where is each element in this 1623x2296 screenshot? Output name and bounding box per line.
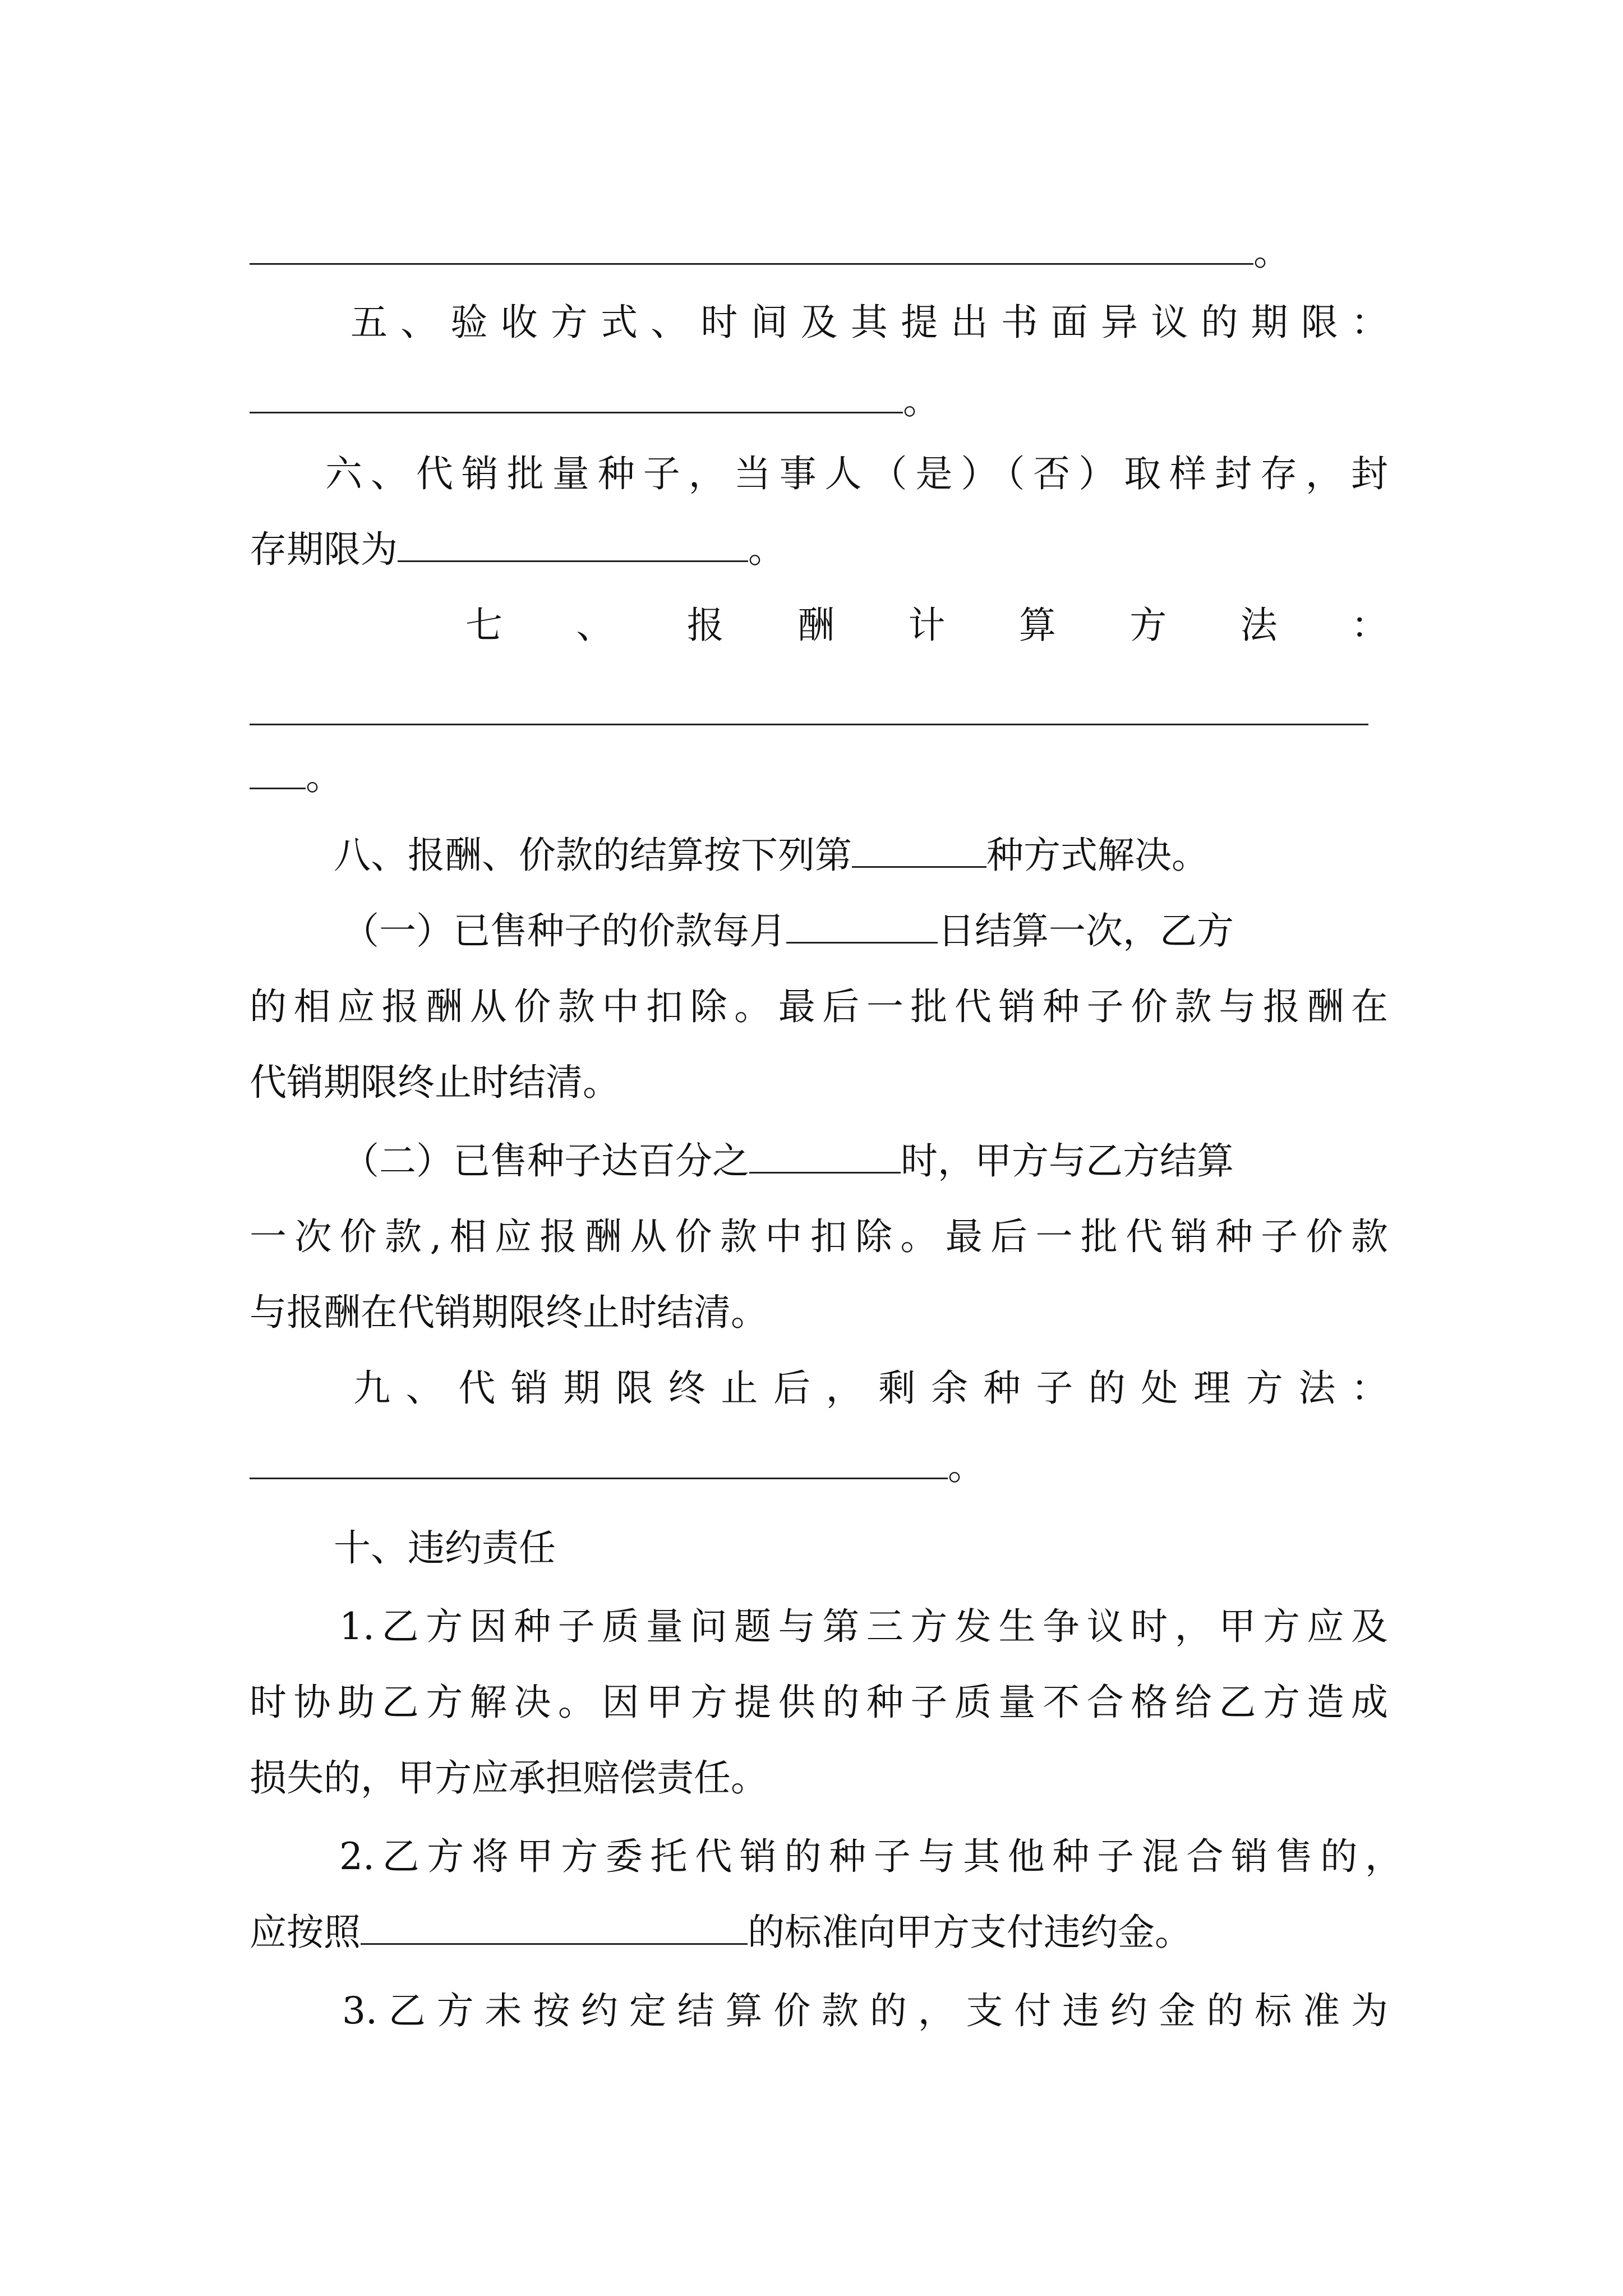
section-8-item-1-line-2: 的相应报酬从价款中扣除。最后一批代销种子价款与报酬在 (250, 985, 1388, 1028)
item-2-prefix: （二）已售种子达百分之 (342, 1139, 749, 1182)
fill-blank (250, 377, 903, 413)
fill-blank (786, 907, 938, 944)
section-7-blank-line (250, 724, 1368, 725)
section-7-heading: 七、报酬计算方法： (465, 604, 1388, 647)
full-stop: 。 (306, 755, 343, 798)
full-stop: 。 (1253, 231, 1290, 274)
section-10-title: 十、违约责任 (334, 1526, 556, 1570)
fill-blank (749, 1137, 901, 1174)
fill-blank (250, 228, 1253, 265)
full-stop: 。 (748, 528, 785, 571)
section-8-prefix: 八、报酬、价款的结算按下列第 (334, 834, 852, 877)
clause-1-line-1: 1.乙方因种子质量问题与第三方发生争议时，甲方应及 (339, 1605, 1388, 1648)
section-7-end-line (250, 749, 1388, 805)
section-6-line-1: 六、代销批量种子，当事人（是）（否）取样封存，封 (325, 452, 1388, 495)
section-5-blank-line (250, 373, 1388, 429)
clause-3-line-1: 3.乙方未按约定结算价款的，支付违约金的标准为 (342, 1989, 1388, 2032)
clause-2-suffix: 的标准向甲方支付违约金。 (748, 1911, 1192, 1954)
section-9-blank-line (250, 1439, 1388, 1495)
fill-blank (398, 526, 748, 562)
line-blank-1 (250, 224, 1388, 280)
clause-2-line-2 (250, 1904, 1388, 1961)
section-8-item-2-line-2: 一次价款,相应报酬从价款中扣除。最后一批代销种子价款 (250, 1215, 1388, 1258)
section-6-prefix: 存期限为 (250, 528, 398, 571)
section-8-item-2-line-1 (342, 1133, 1388, 1189)
fill-blank (250, 753, 306, 789)
section-5-heading: 五、验收方式、时间及其提出书面异议的期限： (351, 301, 1388, 344)
section-8-item-1-line-3: 代销期限终止时结清。 (250, 1061, 620, 1104)
item-2-suffix: 时，甲方与乙方结算 (901, 1139, 1234, 1182)
clause-2-line-1: 2.乙方将甲方委托代销的种子与其他种子混合销售的， (339, 1835, 1402, 1878)
section-8-item-1-line-1 (342, 903, 1388, 959)
item-1-prefix: （一）已售种子的价款每月 (342, 909, 786, 953)
section-8-suffix: 种方式解决。 (986, 834, 1209, 877)
clause-2-prefix: 应按照 (250, 1911, 361, 1954)
section-9-heading: 九、代销期限终止后，剩余种子的处理方法： (353, 1366, 1388, 1410)
clause-1-line-3: 损失的，甲方应承担赔偿责任。 (250, 1756, 768, 1800)
section-6-line-2 (250, 522, 1388, 578)
full-stop: 。 (903, 379, 940, 422)
item-1-suffix: 日结算一次，乙方 (938, 909, 1234, 953)
section-8-heading (334, 827, 1388, 884)
fill-blank (361, 1908, 748, 1945)
fill-blank (852, 831, 986, 868)
full-stop: 。 (948, 1445, 985, 1488)
clause-1-line-2: 时协助乙方解决。因甲方提供的种子质量不合格给乙方造成 (250, 1681, 1388, 1724)
section-8-item-2-line-3: 与报酬在代销期限终止时结清。 (250, 1291, 768, 1334)
fill-blank (250, 1443, 948, 1479)
